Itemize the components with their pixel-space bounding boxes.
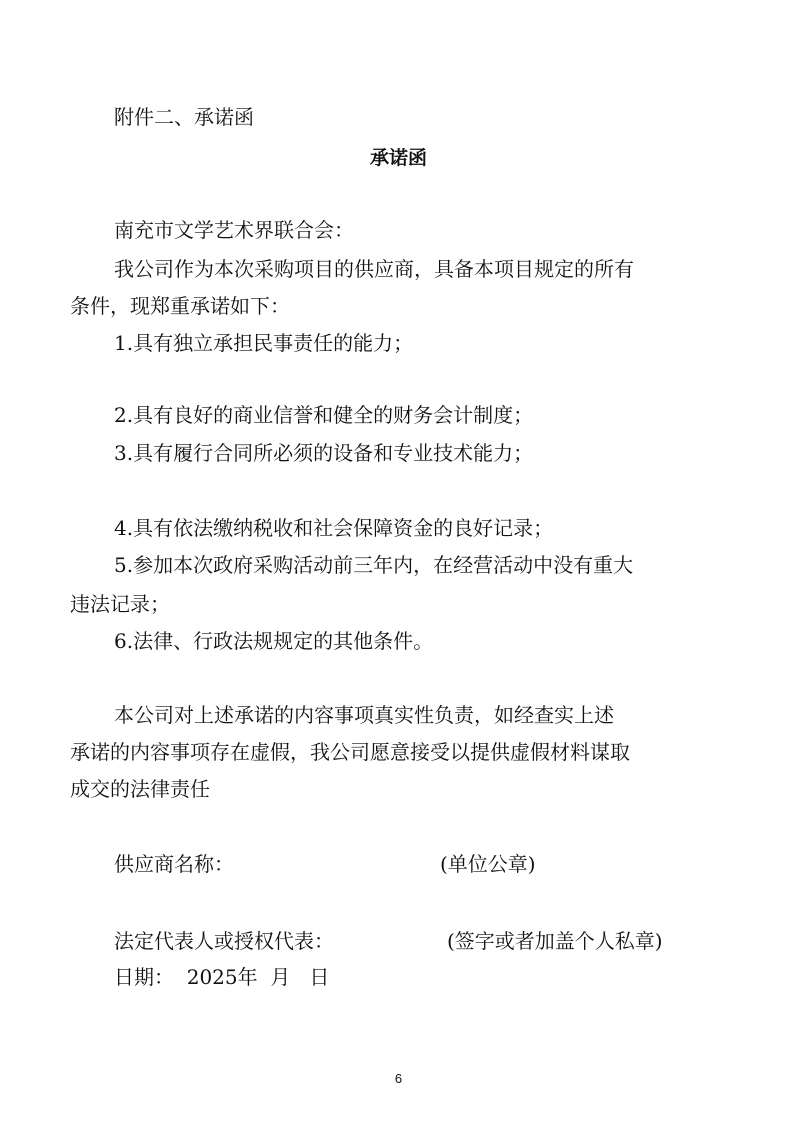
closing-line-1: 本公司对上述承诺的内容事项真实性负责，如经查实上述 bbox=[114, 703, 614, 727]
representative-seal-note: (签字或者加盖个人私章) bbox=[447, 929, 663, 953]
list-item-continuation: 违法记录； bbox=[70, 592, 170, 616]
representative-label: 法定代表人或授权代表： bbox=[114, 929, 334, 953]
list-item: 3.具有履行合同所必须的设备和专业技术能力； bbox=[114, 441, 534, 465]
closing-line-2: 承诺的内容事项存在虚假，我公司愿意接受以提供虚假材料谋取 bbox=[70, 740, 630, 764]
addressee: 南充市文学艺术界联合会： bbox=[114, 218, 354, 242]
document-title: 承诺函 bbox=[369, 147, 427, 169]
list-item: 6.法律、行政法规规定的其他条件。 bbox=[114, 629, 434, 653]
date-line: 日期： 2025年 月 日 bbox=[114, 965, 330, 989]
closing-line-3: 成交的法律责任 bbox=[70, 777, 210, 801]
list-item: 5.参加本次政府采购活动前三年内，在经营活动中没有重大 bbox=[114, 553, 634, 577]
intro-line-1: 我公司作为本次采购项目的供应商，具备本项目规定的所有 bbox=[114, 257, 634, 281]
attachment-label: 附件二、承诺函 bbox=[114, 105, 254, 129]
list-item: 4.具有依法缴纳税收和社会保障资金的良好记录； bbox=[114, 516, 554, 540]
supplier-name-label: 供应商名称： bbox=[114, 852, 234, 876]
intro-line-2: 条件，现郑重承诺如下： bbox=[70, 294, 290, 318]
page-number: 6 bbox=[394, 1071, 403, 1086]
list-item: 1.具有独立承担民事责任的能力； bbox=[114, 331, 414, 355]
list-item: 2.具有良好的商业信誉和健全的财务会计制度； bbox=[114, 403, 534, 427]
supplier-seal-note: (单位公章) bbox=[440, 852, 536, 876]
